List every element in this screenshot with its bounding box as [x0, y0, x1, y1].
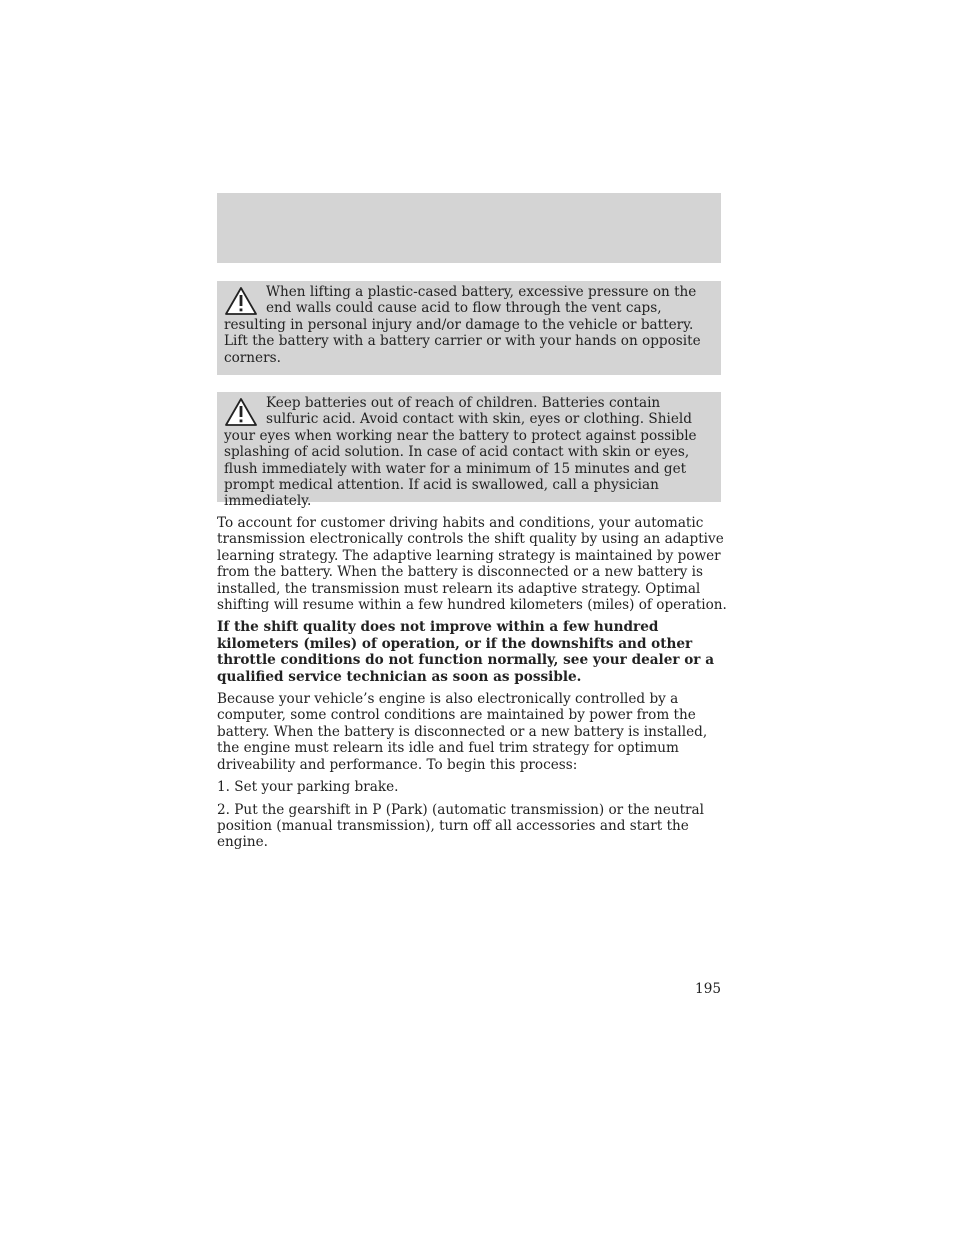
- list-item-step-2: 2. Put the gearshift in P (Park) (automatic transmission) or the neutral position (manual transmission), turn off all accessories and start the engine.: [217, 801, 704, 851]
- list-item-step-1: 1. Set your parking brake.: [217, 779, 399, 796]
- paragraph-engine-relearn: Because your vehicle’s engine is also electronically controlled by a computer, some control conditions are maintained by power from the battery. When the battery is disconnected or a new battery is installed, the engine must relearn its idle and fuel trim strategy for optimum driveability and performance. To begin this process:: [217, 691, 708, 773]
- warning-box-battery-acid: [217, 392, 721, 510]
- warning-text: When lifting a plastic-cased battery, excessive pressure on the end walls could cause acid to flow through the vent caps, resulting in personal injury and/or damage to the vehicle or battery. Lift the battery with a battery carrier or with your hands on opposite corners.: [224, 284, 701, 366]
- paragraph-adaptive-strategy: To account for customer driving habits and conditions, your automatic transmission electronically controls the shift quality by using an adaptive learning strategy. The adaptive learning strategy is maintained by power from the battery. When the battery is disconnected or a new battery is installed, the transmission must relearn its adaptive strategy. Optimal shifting will resume within a few hundred kilometers (miles) of operation.: [217, 515, 727, 614]
- warning-triangle-icon: [224, 286, 258, 316]
- warning-box-battery-lifting: [217, 281, 721, 375]
- page-number: 195: [695, 981, 721, 997]
- paragraph-service-notice: If the shift quality does not improve within a few hundred kilometers (miles) of operation, or if the downshifts and other throttle conditions do not function normally, see your dealer or a qualified service technician as soon as possible.: [217, 619, 715, 685]
- section-header-band: [217, 193, 721, 263]
- main-body-text: [217, 515, 727, 857]
- warning-text: Keep batteries out of reach of children. Batteries contain sulfuric acid. Avoid contact with skin, eyes or clothing. Shield your eyes when working near the battery to protect against possible splashing of acid solution. In case of acid contact with skin or eyes, flush immediately with water for a minimum of 15 minutes and get prompt medical attention. If acid is swallowed, call a physician immediately.: [224, 395, 697, 510]
- warning-triangle-icon: [224, 397, 258, 427]
